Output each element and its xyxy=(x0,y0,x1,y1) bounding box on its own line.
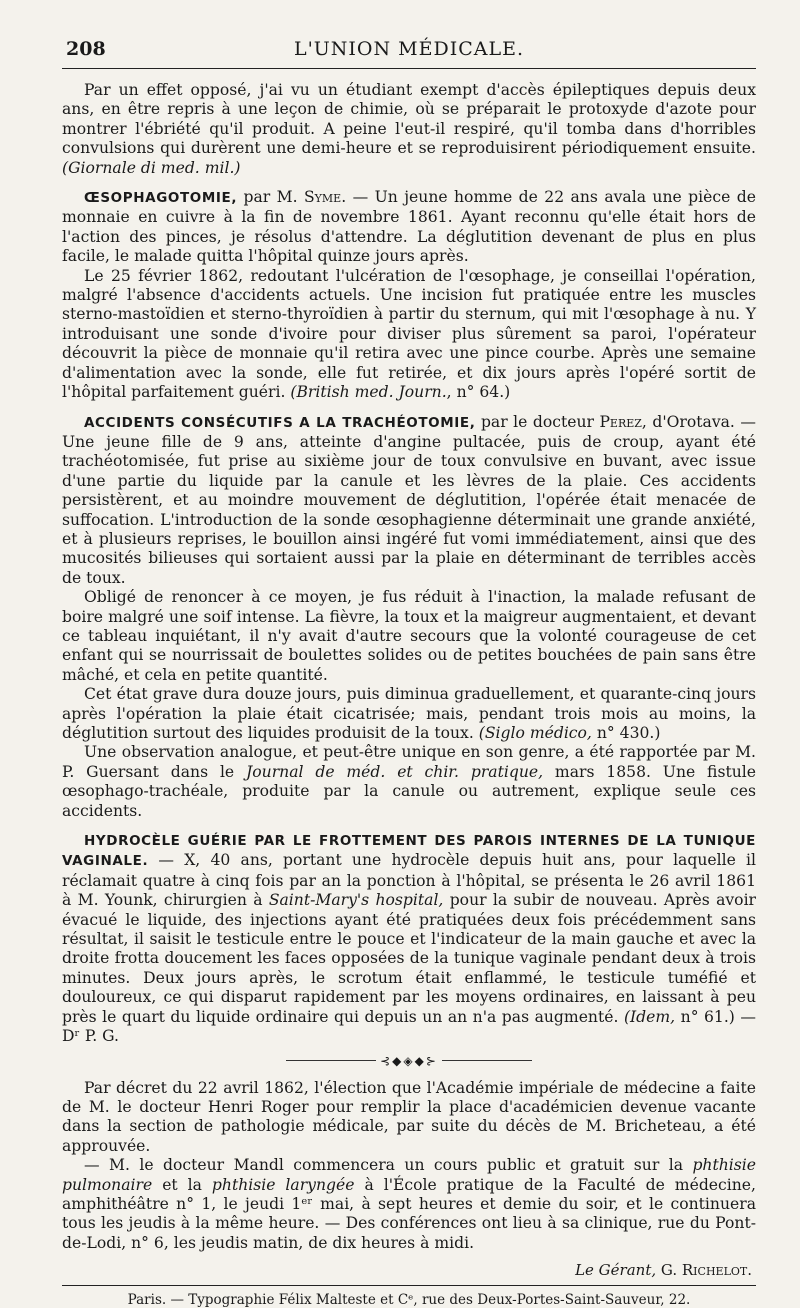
accidents-paragraph-1: ACCIDENTS CONSÉCUTIFS A LA TRACHÉOTOMIE, par le docteur Perez, d'Orotava. — Une jeune fille de 9 ans, atteinte d'angine pultacée, puis de croup, ayant été trachéotomisée, fut prise au sixième jour de toux convulsive en buvant, avec issue d'une partie du liquide par la canule et les lèvres de la plaie. Ces accidents persistèrent, et au moindre mouvement de déglutition, l'opérée était menacée de suffocation. L'introduction de la sonde œsophagienne déterminait une grande anxiété, et à plusieurs reprises, le bouillon ainsi ingéré fut vomi immédiatement, ainsi que des mucosités bilieuses qui sortaient aussi par la plaie en déterminant de terribles accès de toux. xyxy=(62,412,756,587)
accidents-heading: ACCIDENTS CONSÉCUTIFS A LA TRACHÉOTOMIE, xyxy=(84,414,476,431)
article-intro-paragraph: Par un effet opposé, j'ai vu un étudiant exempt d'accès épileptiques depuis deux ans, en être repris à une leçon de chimie, où se préparait le protoxyde d'azote pour montrer l'ébriété qu'il produit. A peine l'eut-il respiré, qu'il tomba dans d'horribles convulsions qui durèrent une demi-heure et se reproduisirent périodiquement ensuite. (Giornale di med. mil.) xyxy=(62,81,756,177)
oesophagotomie-heading: ŒSOPHAGOTOMIE, xyxy=(84,190,238,207)
accidents-paragraph-4: Une observation analogue, et peut-être unique en son genre, a été rapportée par M. P. Guersant dans le Journal de méd. et chir. pratique, mars 1858. Une fistule œsophago-trachéale, produite par la canule ou autrement, explique seule ces accidents. xyxy=(62,743,756,820)
hydrocele-signature: — Dʳ P. G. xyxy=(62,1007,756,1046)
section-divider xyxy=(62,1055,756,1067)
oesophagotomie-author: Syme. xyxy=(303,188,347,207)
accidents-journal-reference: Journal de méd. et chir. pratique, xyxy=(246,762,544,781)
hydrocele-paragraph: HYDROCÈLE GUÉRIE PAR LE FROTTEMENT DES PAROIS INTERNES DE LA TUNIQUE VAGINALE. — X, 40 ans, portant une hydrocèle depuis huit ans, pour laquelle il réclamait quatre à cinq fois par an la ponction à l'hôpital, se présenta le 26 avril 1861 à M. Younk, chirurgien à Saint-Mary's hospital, pour la subir de nouveau. Après avoir évacué le liquide, des injections ayant été pratiquées deux fois précédemment sans résultat, il saisit le testicule entre le pouce et l'indicateur de la main gauche et avec la droite frotta doucement les faces opposées de la tunique vaginale pendant deux à trois minutes. Deux jours après, le scrotum était enflammé, le testicule tuméfié et douloureux, ce qui disparut rapidement par les moyens ordinaires, en laissant à peu près le quart du liquide ordinaire qui depuis un an n'a pas augmenté. (Idem, n° 61.) — Dʳ P. G. xyxy=(62,833,757,1046)
news-paragraph-1: Par décret du 22 avril 1862, l'élection que l'Académie impériale de médecine a faite de M. le docteur Henri Roger pour remplir la place d'académicien devenue vacante dans la section de pathologie médicale, par suite du décès de M. Bricheteau, a été approuvée. xyxy=(62,1078,756,1155)
hydrocele-hospital: Saint-Mary's hospital, xyxy=(268,891,444,910)
accidents-source: (Siglo médico, xyxy=(478,724,592,742)
oesophagotomie-paragraph-1: ŒSOPHAGOTOMIE, par M. Syme. — Un jeune homme de 22 ans avala une pièce de monnaie en cuivre à la fin de novembre 1861. Ayant reconnu qu'elle était hors de l'action des pinces, je résolus d'attendre. La déglutition devenant de plus en plus facile, le malade quitta l'hôpital quinze jours après. xyxy=(62,188,756,266)
accidents-paragraph-2: Obligé de renoncer à ce moyen, je fus réduit à l'inaction, la malade refusant de boire malgré une soif intense. La fièvre, la toux et la maigreur augmentaient, et devant ce tableau inquiétant, il n'y avait d'autre secours que la volonté courageuse de cet enfant qui se nourrissait de boulettes solides ou de petites bouchées de pain sans être mâché, et cela en petite quantité. xyxy=(62,588,756,684)
printer-imprint: Paris. — Typographie Félix Malteste et Cᵉ, rue des Deux-Portes-Saint-Sauveur, 22. xyxy=(127,1292,691,1308)
footer-rule xyxy=(62,1285,756,1286)
page-header xyxy=(62,36,756,62)
header-rule xyxy=(62,68,756,69)
oesophagotomie-source: (British med. Journ. xyxy=(290,383,447,402)
accidents-author: Perez, xyxy=(599,412,647,431)
hydrocele-source: (Idem, xyxy=(623,1007,676,1026)
accidents-paragraph-3: Cet état grave dura douze jours, puis diminua graduellement, et quarante-cinq jours après l'opération la plaie était cicatrisée; mais, pendant trois mois au moins, la déglutition surtout des liquides produisit de la toux. (Siglo médico, n° 430.) xyxy=(62,685,756,742)
running-title: L'UNION MÉDICALE. xyxy=(293,38,525,60)
hydrocele-heading: HYDROCÈLE GUÉRIE PAR LE FROTTEMENT DES PAROIS INTERNES DE LA TUNIQUE VAGINALE. xyxy=(62,833,756,870)
divider-ornament-icon: ⊰◆◈◆⊱ xyxy=(380,1053,438,1068)
oesophagotomie-paragraph-2: Le 25 février 1862, redoutant l'ulcération de l'œsophage, je conseillai l'opération, malgré l'absence d'accidents actuels. Une incision fut pratiquée entre les muscles sterno-mastoïdien et sterno-thyroïdien à partir du sternum, qui mit l'œsophage à nu. Y introduisant une sonde d'ivoire pour diviser plus sûrement sa paroi, l'opérateur découvrit la pièce de monnaie qu'il retira avec une pince courbe. Après une semaine d'alimentation avec la sonde, elle fut retirée, et dix jours après l'opéré sortit de l'hôpital parfaitement guéri. (British med. Journ., n° 64.) xyxy=(62,266,756,402)
page-number: 208 xyxy=(66,38,106,60)
gerant-signature: Le Gérant, G. Richelot. xyxy=(575,1261,752,1280)
document-page xyxy=(62,36,756,1308)
news-paragraph-2: — M. le docteur Mandl commencera un cours public et gratuit sur la phthisie pulmonaire et la phthisie laryngée à l'École pratique de la Faculté de médecine, amphithéâtre n° 1, le jeudi 1ᵉʳ mai, à sept heures et demie du soir, et le continuera tous les jeudis à la même heure. — Des conférences ont lieu à sa clinique, rue du Pont-de-Lodi, n° 6, les jeudis matin, de dix heures à midi. xyxy=(62,1156,756,1252)
intro-source: (Giornale di med. mil.) xyxy=(62,158,241,177)
